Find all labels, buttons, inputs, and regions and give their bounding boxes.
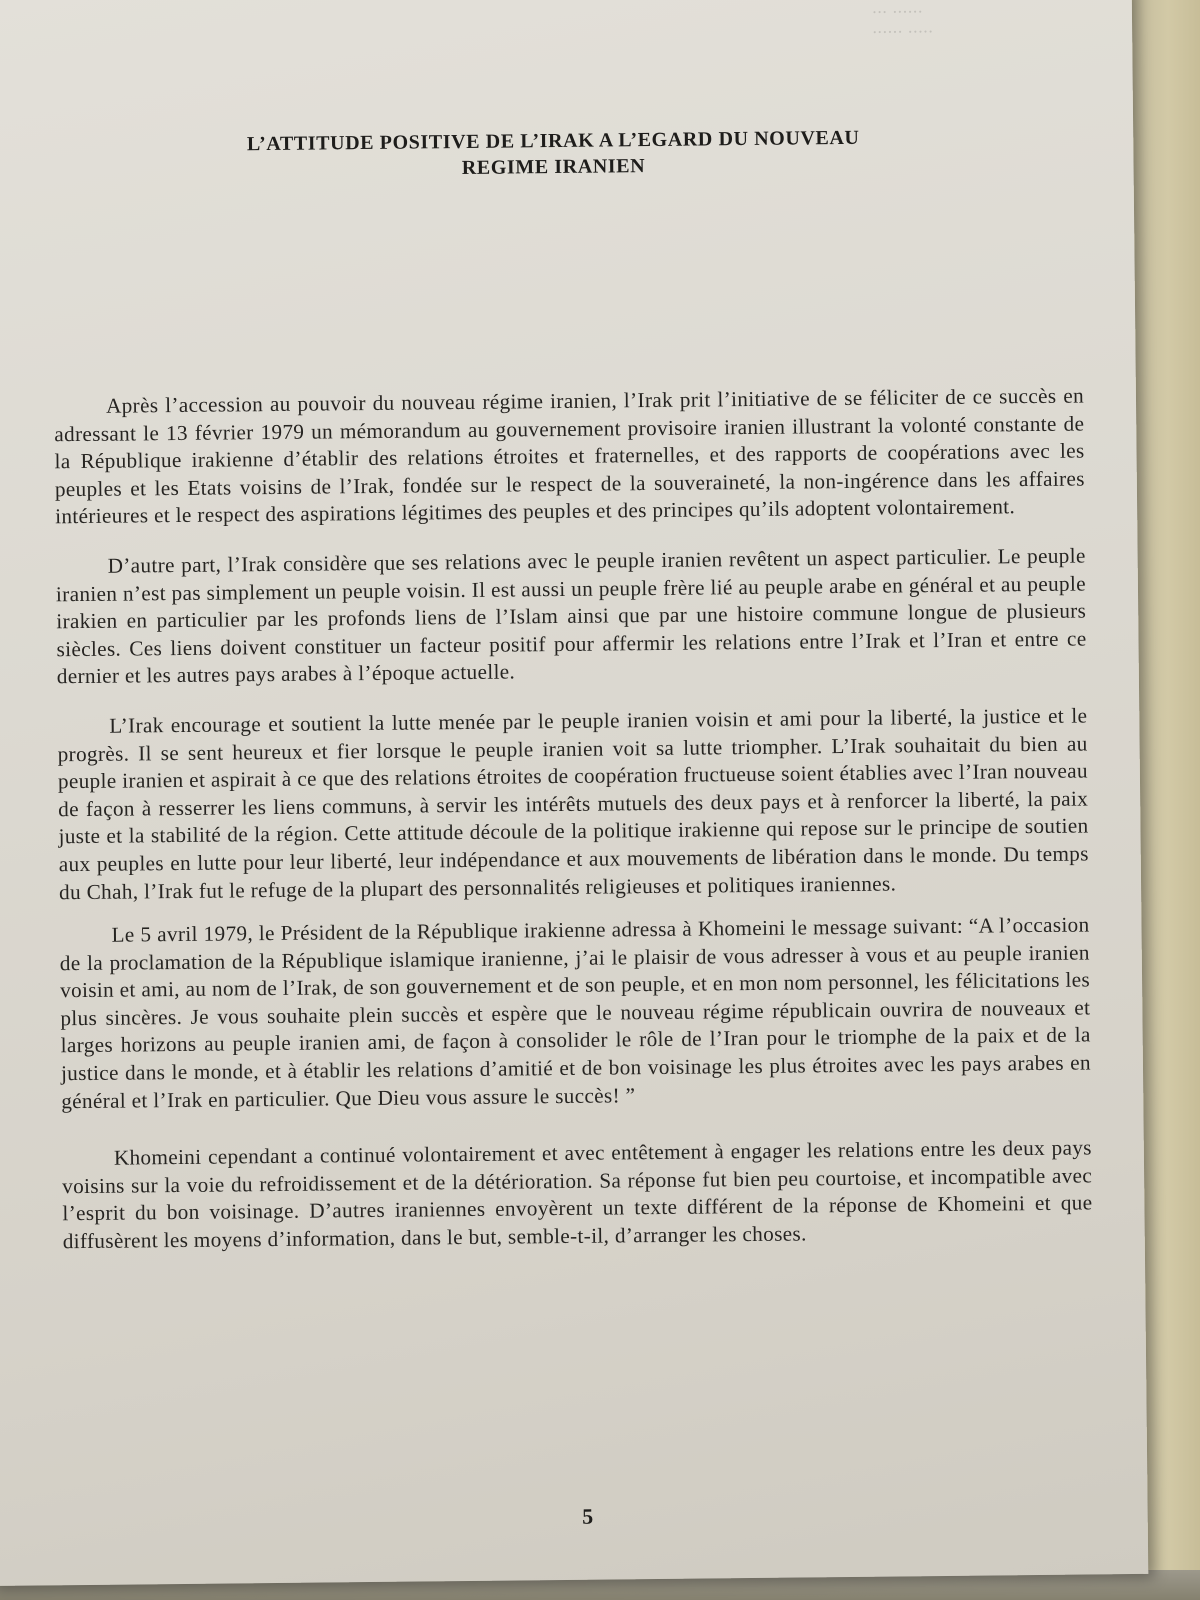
paragraph-5: Khomeini cependant a continué volontairement et avec entêtement à engager les relations entre les deux pays voisins sur la voie du refroidissement et de la détérioration. Sa réponse fut bien peu courtoise, et incompatible avec l’esprit du bon voisinage. D’autres iraniennes envoyèrent un texte différent de la réponse de Khomeini et que diffusèrent les moyens d’information, dans le but, semble-t-il, d’arranger les choses. — [62, 1135, 1093, 1254]
paragraph-2: D’autre part, l’Irak considère que ses relations avec le peuple iranien revêtent un aspect particulier. Le peuple iranien n’est pas simplement un peuple voisin. Il est aussi un peuple frère lié au peuple arabe en général et au peuple irakien en particulier par les profonds liens de l’Islam ainsi que par une histoire commune longue de plusieurs siècles. Ces liens doivent constituer un facteur positif pour affermir les relations entre l’Irak et l’Iran et entre ce dernier et les autres pays arabes à l’époque actuelle. — [55, 543, 1087, 689]
page-title — [143, 124, 963, 185]
paragraph-4: Le 5 avril 1979, le Président de la République irakienne adressa à Khomeini le message suivant: “A l’occasion de la proclamation de la République islamique iranienne, j’ai le plaisir de vous adresser à vous et au peuple iranien voisin et ami, au nom de l’Irak, de son gouvernement et de son peuple, et en mon nom personnel, les félicitations les plus sincères. Je vous souhaite plein succès et espère que le nouveau régime républicain ouvrira de nouveaux et larges horizons au peuple iranien ami, de façon à consolider le rôle de l’Iran pour le triomphe de la paix et de la justice dans le monde, et à établir les relations d’amitié et de bon voisinage les plus étroites avec les pays arabes en général et l’Irak en particulier. Que Dieu vous assure le succès! ” — [59, 912, 1092, 1113]
paragraph-3: L’Irak encourage et soutient la lutte menée par le peuple iranien voisin et ami pour la liberté, la justice et le progrès. Il se sent heureux et fier lorsque le peuple iranien voit sa lutte triompher. L’Irak souhaitait du bien au peuple iranien et aspirait à ce que des relations étroites de coopération fructueuse soient établies avec l’Iran nouveau de façon à resserrer les liens communs, à servir les intérêts mutuels des deux pays et à renforcer la liberté, la paix juste et la stabilité de la région. Cette attitude découle de la politique irakienne qui repose sur le principe de soutien aux peuples en lutte pour leur liberté, leur indépendance et aux mouvements de libération dans le monde. Du temps du Chah, l’Irak fut le refuge de la plupart des personnalités religieuses et politiques iraniennes. — [57, 703, 1089, 904]
body-text — [54, 382, 1093, 1255]
show-through-text: ··· ······ ······ ····· — [871, 2, 934, 42]
page-number: 5 — [582, 1503, 594, 1529]
paragraph-1: Après l’accession au pouvoir du nouveau régime iranien, l’Irak prit l’initiative de se féliciter de ce succès en adressant le 13 février 1979 un mémorandum au gouvernement provisoire iranien illustrant la volonté constante de la République irakienne d’établir des relations étroites et fraternelles, et des rapports de coopérations avec les peuples et les Etats voisins de l’Irak, fondée sur le respect de la souveraineté, la non-ingérence dans les affaires intérieures et le respect des aspirations légitimes des peuples et des principes qu’ils adoptent volontairement. — [54, 383, 1085, 529]
title-line-1: L’ATTITUDE POSITIVE DE L’IRAK A L’EGARD DU NOUVEAU — [246, 126, 860, 156]
title-line-2: REGIME IRANIEN — [461, 155, 646, 179]
